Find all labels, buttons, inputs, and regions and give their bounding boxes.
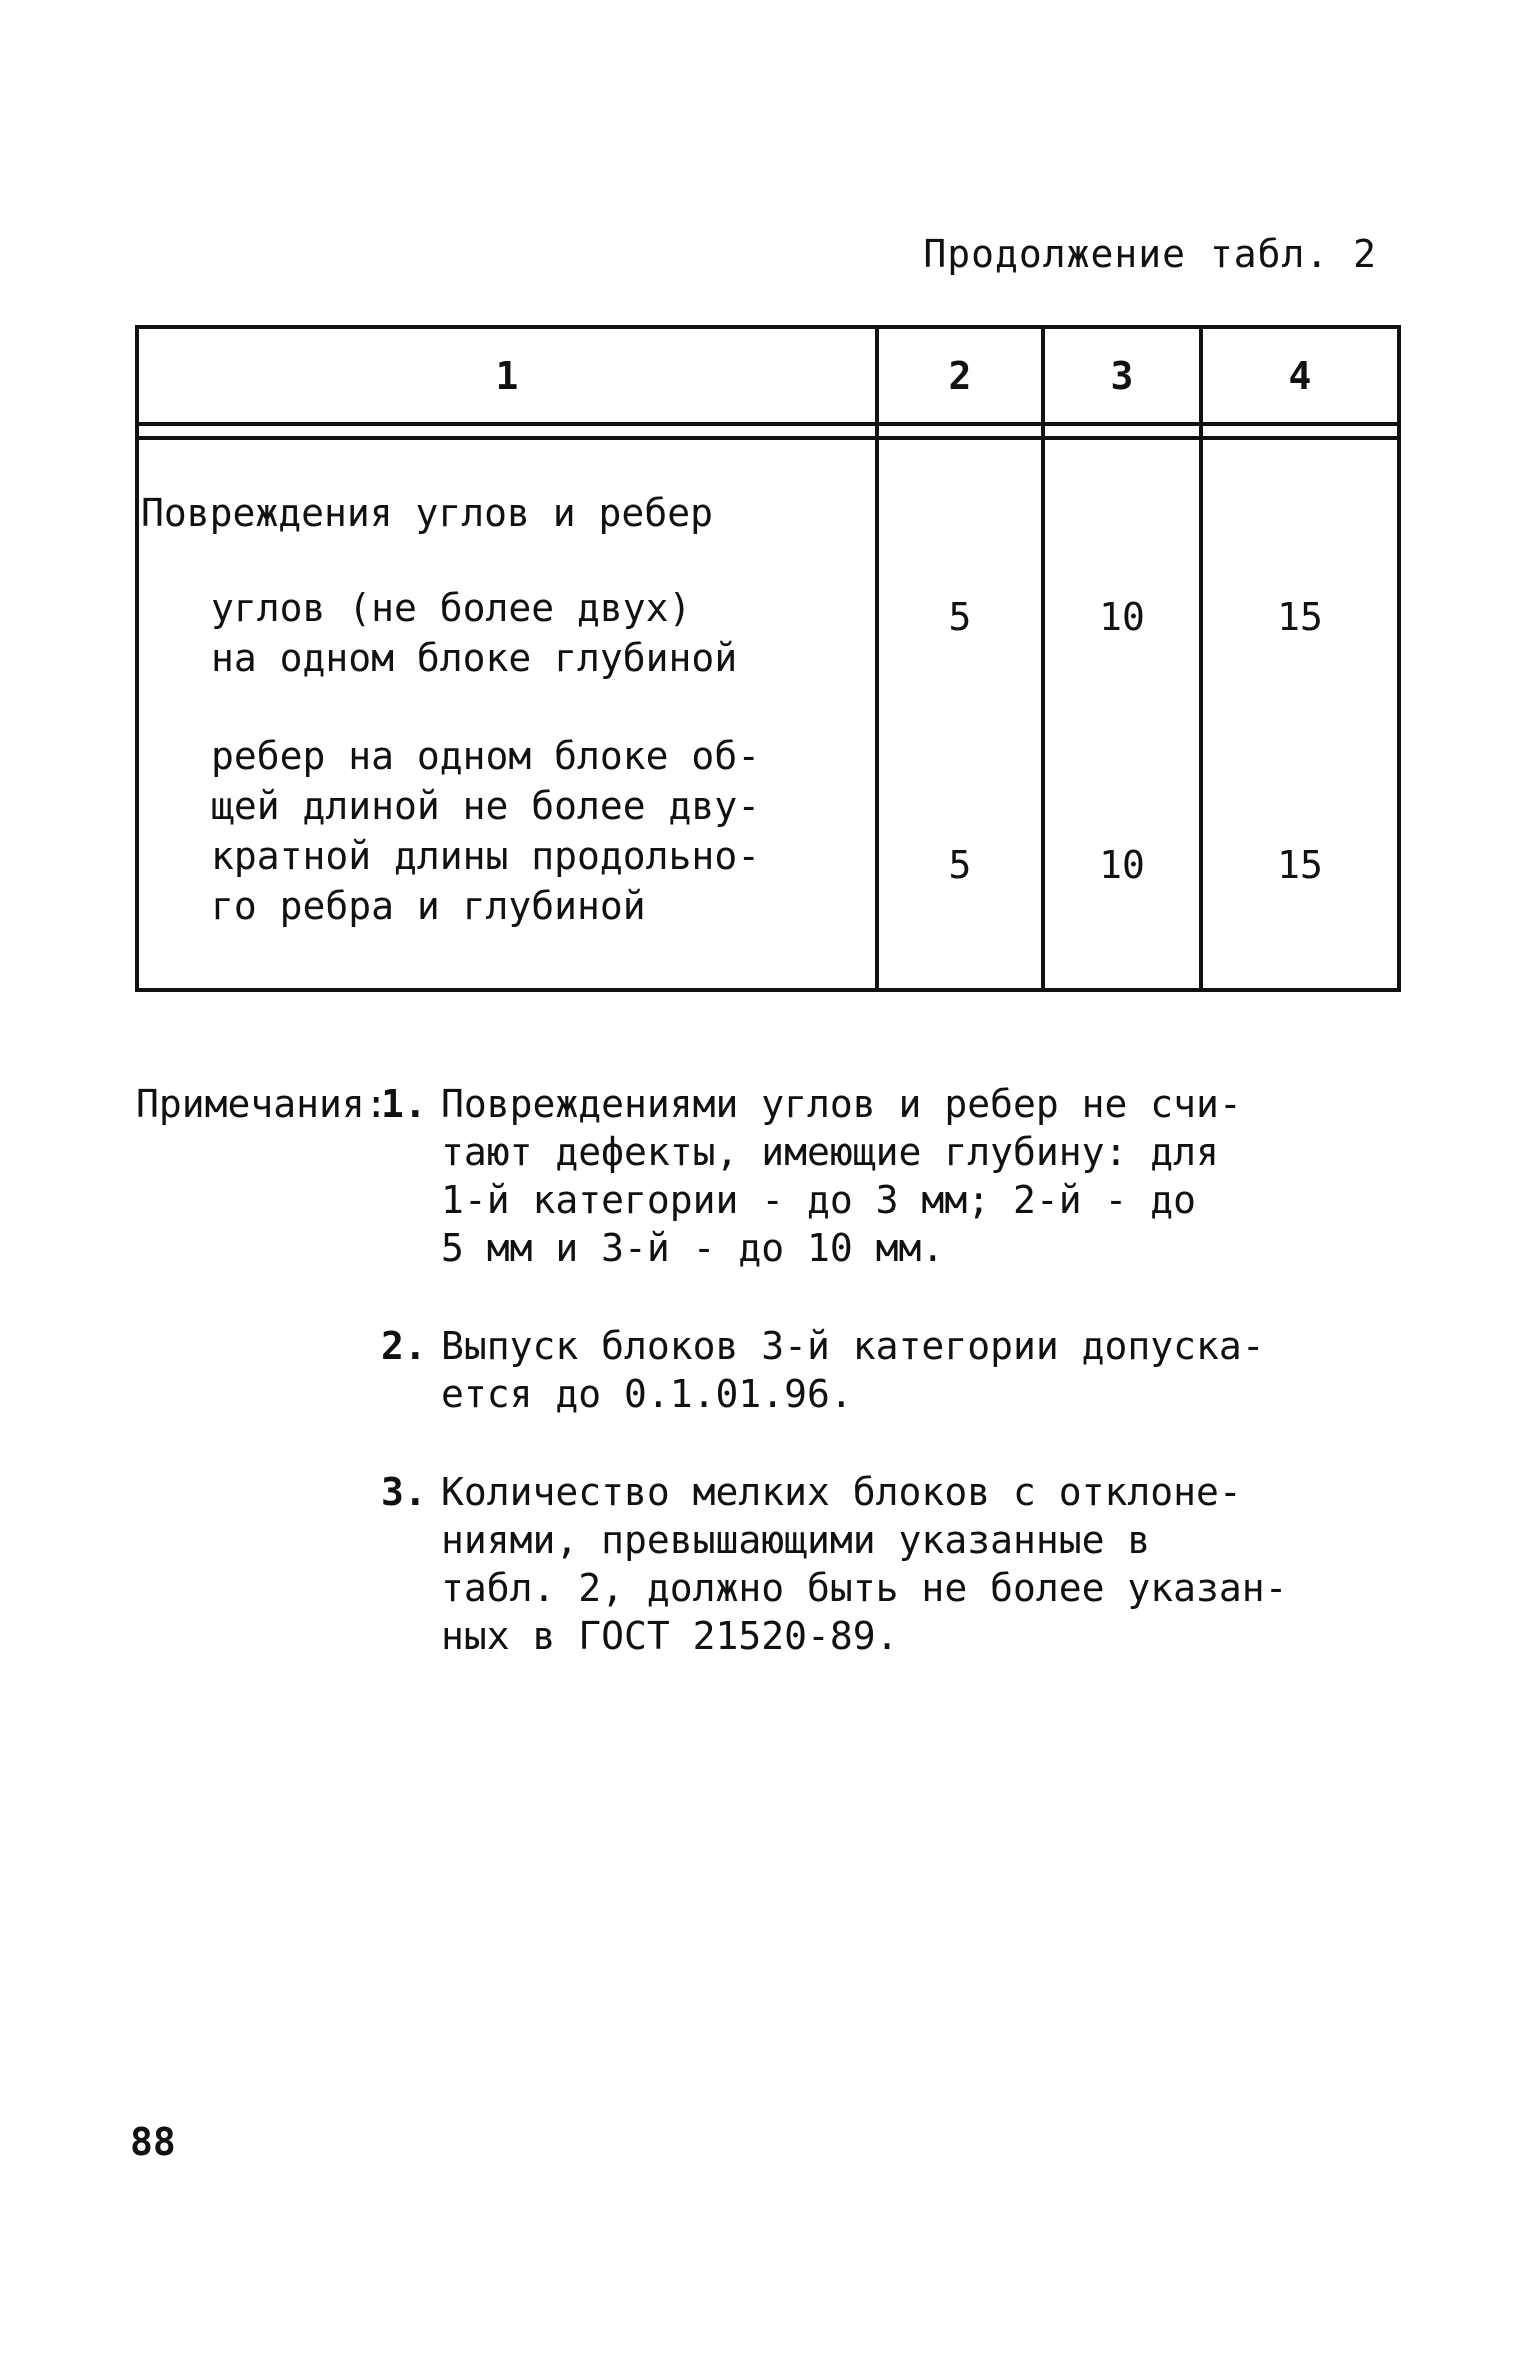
description-cell [137, 438, 877, 990]
note-3 [381, 1468, 1401, 1660]
header-cell-1: 1 [137, 327, 877, 424]
note-1-text: Повреждениями углов и ребер не счи- тают дефекты, имеющие глубину: для 1-й категории - до 3 мм; 2-й - до 5 мм и 3-й - до 10 мм. [441, 1082, 1242, 1270]
header-cell-2: 2 [877, 327, 1043, 424]
value-corners-col3: 10 [1099, 595, 1145, 639]
note-2-index: 2. [381, 1324, 427, 1368]
page-number: 88 [130, 2120, 176, 2164]
table-continuation-caption: Продолжение табл. 2 [923, 232, 1377, 276]
header-cell-3: 3 [1043, 327, 1201, 424]
column-3-cell [1043, 438, 1201, 990]
table-header-row [137, 327, 1399, 424]
note-3-text: Количество мелких блоков с отклоне- ниями, превышающими указанные в табл. 2, должно быть не более указан- ных в ГОСТ 21520-89. [441, 1470, 1288, 1658]
table-spacer-row [137, 424, 1399, 438]
row-description-edges: ребер на одном блоке об- щей длиной не более дву- кратной длины продольно- го ребра и глубиной [211, 734, 761, 928]
header-cell-4: 4 [1201, 327, 1399, 424]
value-edges-col3: 10 [1099, 843, 1145, 887]
note-1-index: 1. [381, 1082, 427, 1126]
value-corners-col4: 15 [1277, 595, 1323, 639]
note-3-index: 3. [381, 1470, 427, 1514]
value-edges-col4: 15 [1277, 843, 1323, 887]
data-table [135, 325, 1401, 992]
notes-label: Примечания: [136, 1082, 388, 1126]
row-description-corners: углов (не более двух) на одном блоке глубиной [211, 586, 738, 680]
table-body-row [137, 438, 1399, 990]
column-4-cell [1201, 438, 1399, 990]
note-1 [381, 1080, 1401, 1272]
note-2 [381, 1322, 1401, 1418]
value-edges-col2: 5 [948, 843, 972, 887]
column-2-cell [877, 438, 1043, 990]
group-title: Повреждения углов и ребер [141, 491, 713, 535]
note-2-text: Выпуск блоков 3-й категории допуска- ется до 0.1.01.96. [441, 1324, 1265, 1416]
value-corners-col2: 5 [948, 595, 972, 639]
